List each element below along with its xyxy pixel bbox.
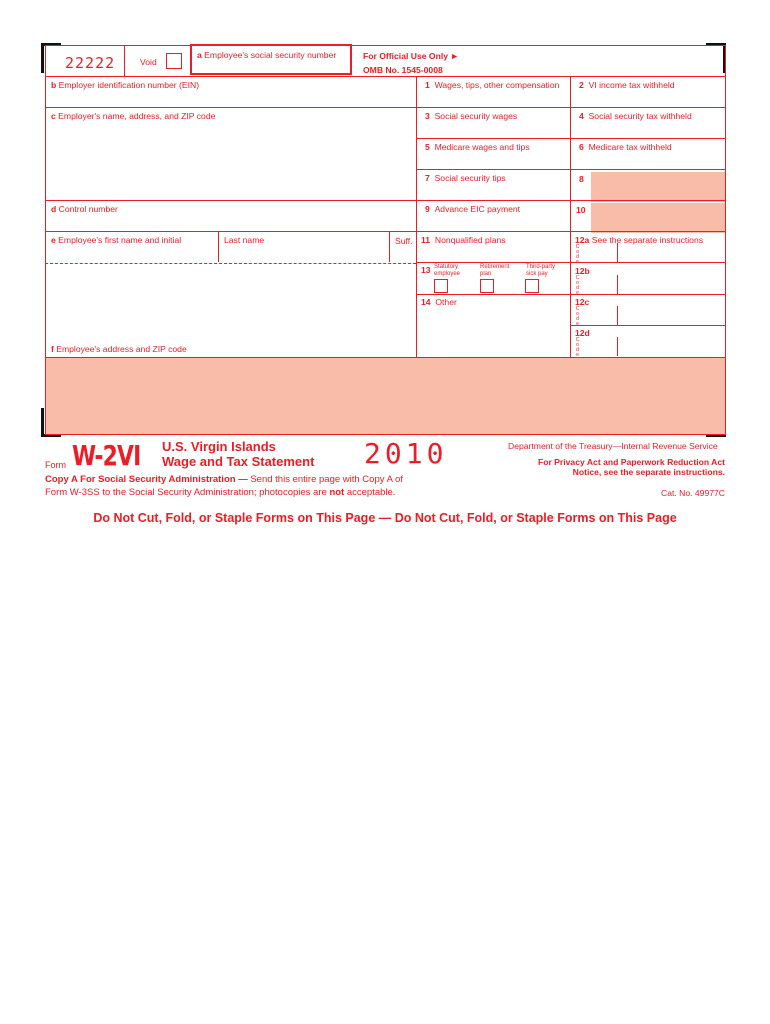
- form-top-border: [45, 45, 726, 46]
- box-e-last-label: Last name: [224, 235, 265, 245]
- box-e-last-input[interactable]: [222, 247, 386, 260]
- form-word: Form: [45, 460, 66, 470]
- box-1-label: [425, 80, 559, 90]
- code-label-12c: C o d e: [575, 306, 580, 327]
- box-d-label: [51, 204, 118, 214]
- form-left-border: [45, 45, 46, 434]
- copy-a-text: Send this entire page with Copy A of: [250, 474, 403, 485]
- box-12c-label: 12c: [575, 297, 590, 307]
- box-11-label: [421, 235, 506, 245]
- box-d-text: Control number: [58, 204, 118, 214]
- statutory-checkbox[interactable]: [434, 279, 448, 293]
- row-line-169: [416, 169, 726, 170]
- copy-a-line2-pre: Form W-3SS to the Social Security Administration; photocopies are: [45, 487, 327, 498]
- box-c-text: Employer's name, address, and ZIP code: [58, 111, 216, 121]
- official-use-label: For Official Use Only ►: [363, 51, 459, 61]
- crop-mark-tl-v: [41, 43, 44, 73]
- code-divider-12a: [617, 243, 618, 262]
- box-13-third-party: Third-party sick pay: [526, 264, 556, 277]
- box-3-num: 3: [425, 111, 430, 121]
- box-12a-num: 12a: [575, 235, 590, 245]
- box-3-text: Social security wages: [434, 111, 518, 121]
- form-title-1: U.S. Virgin Islands: [162, 439, 276, 454]
- box-5-label: [425, 142, 530, 152]
- copy-a-not: not: [329, 487, 345, 498]
- box-2-label: [579, 80, 675, 90]
- code-label-12b: C o d e: [575, 275, 580, 296]
- box-6-num: 6: [579, 142, 584, 152]
- box-13-num: 13: [421, 265, 431, 275]
- box-13-statutory: Statutory employee: [434, 264, 461, 277]
- box-7-num: 7: [425, 173, 430, 183]
- void-label: Void: [140, 57, 157, 67]
- box-14-text: Other: [435, 297, 457, 307]
- code-divider-12d: [617, 337, 618, 356]
- copy-a-bold: Copy A For Social Security Administration —: [45, 474, 248, 485]
- row-line-12c-bottom: [570, 325, 726, 326]
- row-line-294: [416, 294, 726, 295]
- box-e-text: Employee's first name and initial: [58, 235, 182, 245]
- copy-a-line2-post: acceptable.: [346, 487, 396, 498]
- box-3-label: [425, 111, 517, 121]
- box-10-num: 10: [576, 205, 586, 215]
- box-1-num: 1: [425, 80, 430, 90]
- box-e-first-input[interactable]: [50, 247, 215, 260]
- box-e-suff-label: Suff.: [395, 236, 413, 246]
- box-6-label: [579, 142, 672, 152]
- row-line-262: [416, 262, 726, 263]
- form-title-2: Wage and Tax Statement: [162, 454, 315, 469]
- box-10-shade: [591, 203, 725, 233]
- e-divider-suff: [389, 231, 390, 262]
- box-e-letter: e: [51, 235, 56, 245]
- row-line-434: [45, 434, 726, 435]
- code-label-12d: C o d e: [575, 337, 580, 358]
- row-line-138: [416, 138, 726, 139]
- box-4-label: [579, 111, 692, 121]
- crop-mark-bl-v: [41, 408, 44, 437]
- box-12a-text: See the separate instructions: [591, 235, 704, 245]
- box-d-letter: d: [51, 204, 57, 214]
- row-line-76: [45, 76, 726, 77]
- box-8-num: 8: [579, 174, 584, 184]
- control-code: 22222: [65, 54, 116, 72]
- box-f-text: Employee's address and ZIP code: [56, 344, 187, 354]
- box-9-label: [425, 204, 520, 214]
- box-f-label: [51, 344, 187, 354]
- retirement-checkbox[interactable]: [480, 279, 494, 293]
- privacy-line-2: Notice, see the separate instructions.: [572, 467, 725, 477]
- privacy-line-1: For Privacy Act and Paperwork Reduction Act: [537, 457, 725, 467]
- box-9-text: Advance EIC payment: [434, 204, 521, 214]
- box-4-num: 4: [579, 111, 584, 121]
- box-f-letter: f: [51, 344, 54, 354]
- box-b-input[interactable]: [50, 92, 410, 105]
- cat-no: Cat. No. 49977C: [660, 488, 725, 498]
- box-13-retirement: Retirement plan: [480, 264, 510, 277]
- box-8-shade: [591, 172, 725, 202]
- copy-a-line-1: [45, 474, 403, 485]
- box-6-text: Medicare tax withheld: [588, 142, 672, 152]
- row-line-107: [45, 107, 726, 108]
- box-7-label: [425, 173, 506, 183]
- dashed-divider: [45, 263, 416, 264]
- e-divider-last: [218, 231, 219, 262]
- tax-year: 2010: [364, 437, 448, 470]
- box-b-text: Employer identification number (EIN): [58, 80, 200, 90]
- box-5-num: 5: [425, 142, 430, 152]
- omb-number: OMB No. 1545-0008: [363, 65, 443, 75]
- box-b-letter: b: [51, 80, 57, 90]
- box-2-num: 2: [579, 80, 584, 90]
- box-a-text: Employee's social security number: [204, 50, 337, 60]
- box-d-input[interactable]: [50, 216, 410, 229]
- box-c-letter: c: [51, 111, 56, 121]
- copy-a-line-2: [45, 487, 395, 498]
- box-4-text: Social security tax withheld: [588, 111, 692, 121]
- box-12a-label: [575, 235, 703, 245]
- box-12d-label: 12d: [575, 328, 590, 338]
- box-c-label: [51, 111, 215, 121]
- col-divider-left: [416, 76, 417, 357]
- box-a-input[interactable]: [195, 62, 347, 73]
- code-divider-12b: [617, 275, 618, 294]
- row-line-357: [45, 357, 726, 358]
- department-line: Department of the Treasury—Internal Revenue Service: [508, 441, 718, 451]
- box-e-label: [51, 235, 181, 245]
- form-name: W-2VI: [72, 439, 141, 472]
- box-7-text: Social security tips: [434, 173, 506, 183]
- header-divider-1: [124, 45, 125, 76]
- warning-text: Do Not Cut, Fold, or Staple Forms on This Page — Do Not Cut, Fold, or Staple Forms on This Page: [93, 511, 677, 525]
- third-party-checkbox[interactable]: [525, 279, 539, 293]
- void-checkbox[interactable]: [166, 53, 182, 69]
- row-line-231: [45, 231, 726, 232]
- code-label-12a: C o d e: [575, 244, 580, 265]
- box-b-label: [51, 80, 199, 90]
- code-divider-12c: [617, 306, 618, 325]
- box-a-letter: a: [197, 50, 202, 60]
- box-14-label: [421, 297, 457, 307]
- box-11-text: Nonqualified plans: [434, 235, 506, 245]
- box-11-num: 11: [421, 235, 431, 245]
- box-2-text: VI income tax withheld: [588, 80, 675, 90]
- bottom-shade: [45, 357, 725, 434]
- box-1-text: Wages, tips, other compensation: [434, 80, 560, 90]
- box-9-num: 9: [425, 204, 430, 214]
- box-e-address-input[interactable]: [50, 268, 410, 338]
- row-line-200: [45, 200, 726, 201]
- box-14-num: 14: [421, 297, 431, 307]
- form-right-border: [725, 45, 726, 434]
- col-divider-right: [570, 76, 571, 357]
- box-5-text: Medicare wages and tips: [434, 142, 530, 152]
- box-12b-label: 12b: [575, 266, 590, 276]
- box-a-label: [197, 50, 336, 60]
- box-c-input[interactable]: [50, 124, 410, 198]
